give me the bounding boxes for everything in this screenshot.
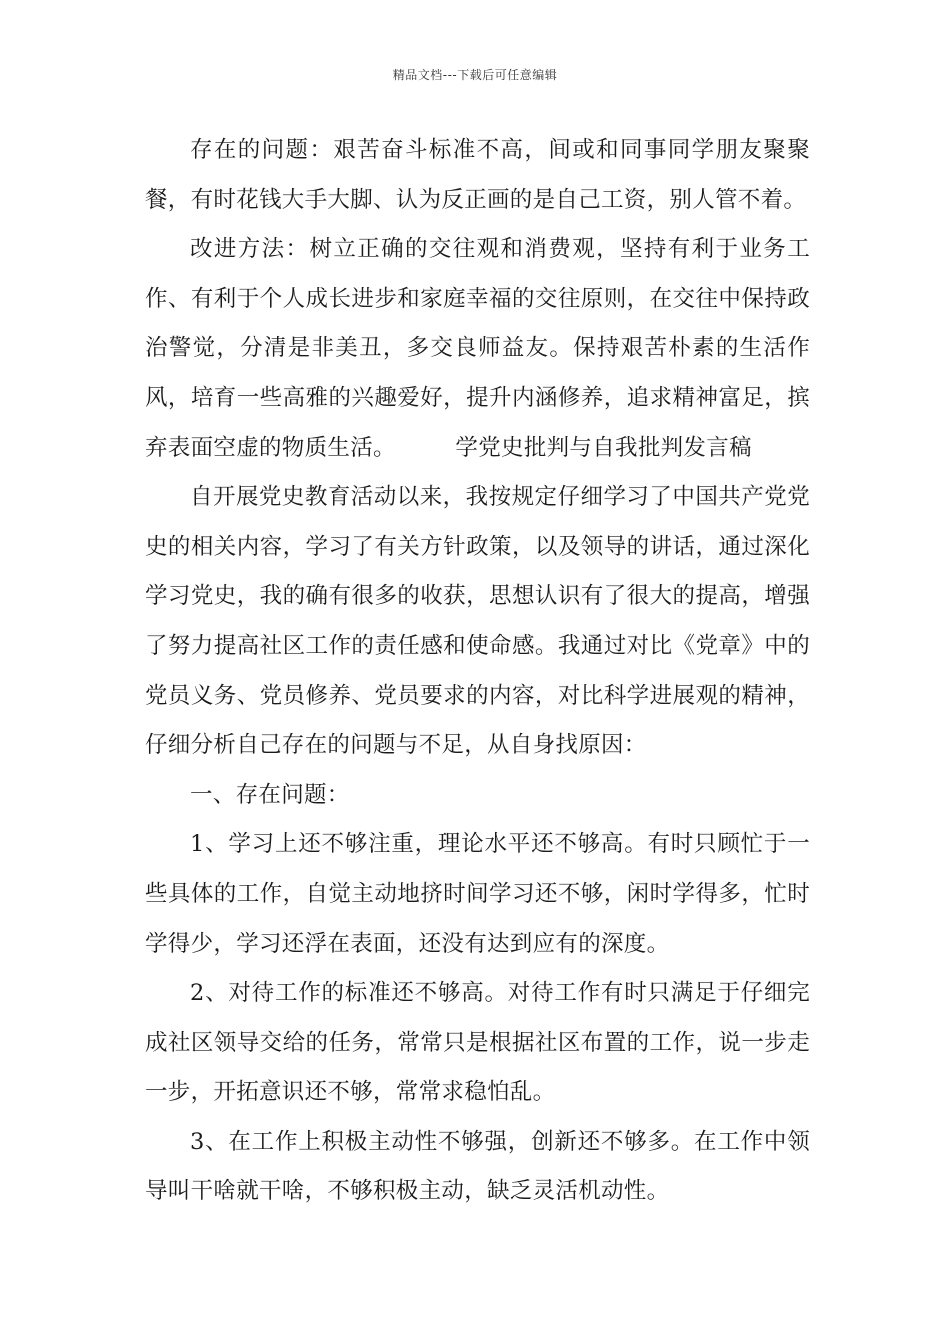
paragraph-problems: 存在的问题：艰苦奋斗标准不高，间或和同事同学朋友聚聚餐，有时花钱大手大脚、认为反正画的是自己工资，别人管不着。 [145,137,810,213]
list-item-2: 2、对待工作的标准还不够高。对待工作有时只满足于仔细完成社区领导交给的任务，常常只是根据社区布置的工作，说一步走一步，开拓意识还不够，常常求稳怕乱。 [145,980,810,1106]
list-item-3: 3、在工作上积极主动性不够强，创新还不够多。在工作中领导叫干啥就干啥，不够积极主动，缺乏灵活机动性。 [145,1128,810,1205]
page-header: 精品文档---下载后可任意编辑 [392,68,558,82]
list-item-1: 1、学习上还不够注重，理论水平还不够高。有时只顾忙于一些具体的工作，自觉主动地挤时间学习还不够，闲时学得多，忙时学得少，学习还浮在表面，还没有达到应有的深度。 [145,831,810,957]
paragraph-intro: 自开展党史教育活动以来，我按规定仔细学习了中国共产党党史的相关内容，学习了有关方针政策，以及领导的讲话，通过深化学习党史，我的确有很多的收获，思想认识有了很大的提高，增强了努力提高社区工作的责任感和使命感。我通过对比《党章》中的党员义务、党员修养、党员要求的内容，对比科学进展观的精神，仔细分析自己存在的问题与不足，从自身找原因： [145,484,810,759]
document-body [145,126,810,1217]
paragraph-improvement: 改进方法：树立正确的交往观和消费观，坚持有利于业务工作、有利于个人成长进步和家庭幸福的交往原则，在交往中保持政治警觉，分清是非美丑，多交良师益友。保持艰苦朴素的生活作风，培育一些高雅的兴趣爱好，提升内涵修养，追求精神富足，摈弃表面空虚的物质生活。 学党史批判与自我批判发言稿 [145,236,810,461]
section-heading: 一、存在问题： [190,781,350,808]
